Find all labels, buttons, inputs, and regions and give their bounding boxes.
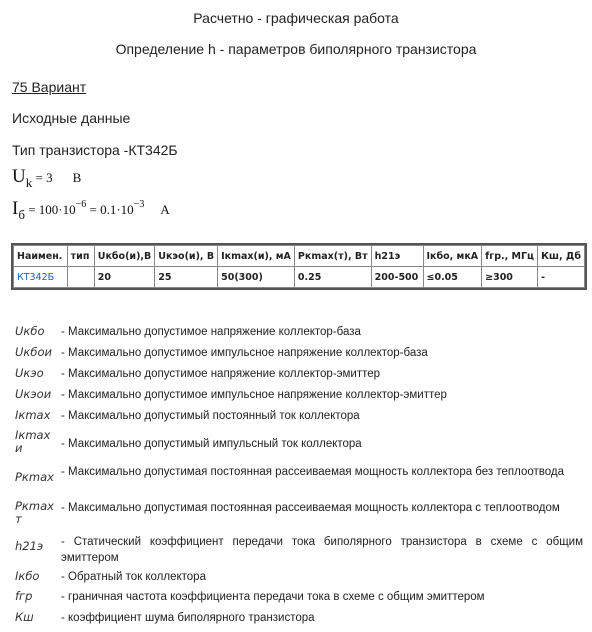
definition-symbol: Iкбо [15,569,40,583]
ib-value-a: = 100·10 [24,202,76,217]
header-cell: Кш, Дб [538,246,585,267]
definition-symbol: Uкэо [15,366,44,380]
definition-text: - Статический коэффициент передачи тока биполярного транзистора в схеме с общим эмиттером [61,536,583,564]
definition-text: - Обратный ток коллектора [61,571,206,583]
parameters-table [13,245,585,288]
definition-text: - Максимально допустимая постоянная рассеиваемая мощность коллектора с теплоотводом [61,502,560,514]
header-cell: fгр., МГц [482,246,538,267]
ib-value-b: = 0.1·10 [86,202,134,217]
definition-symbol: Uкэои [15,387,52,401]
definition-symbol: fгр [15,589,33,603]
ib-subscript: б [18,207,25,222]
uk-value: = 3 [32,170,53,185]
definition-text: - Максимально допустимый постоянный ток коллектора [61,410,360,422]
definition-text: - граничная частота коэффициента передачи тока в схеме с общим эмиттером [61,591,485,603]
ib-formula [12,198,170,220]
header-cell: Iкmax(и), мА [218,246,295,267]
table-cell: 0.25 [294,267,371,288]
definition-symbol: h21э [15,539,44,553]
definition-text: - Максимально допустимое импульсное напряжение коллектор-эмиттер [61,389,447,401]
header-cell: Uкбо(и),В [94,246,155,267]
initial-data-heading: Исходные данные [12,110,131,126]
ib-exponent-b: −3 [133,199,145,210]
definition-text: - Максимально допустимое импульсное напряжение коллектор-база [61,347,428,359]
ib-symbol: I [12,198,19,219]
page-title: Расчетно - графическая работа [193,10,399,26]
page-subtitle: Определение h - параметров биполярного транзистора [115,41,477,57]
table-header-row [14,246,585,267]
variant-heading: 75 Вариант [12,79,87,95]
header-cell: h21э [371,246,423,267]
definition-symbol: Uкбо [15,324,45,338]
uk-formula [12,166,81,188]
definition-symbol: Кш [15,610,34,624]
table-cell: - [538,267,585,288]
ib-unit: А [160,202,170,217]
transistor-name-link[interactable]: КТ342Б [14,267,68,288]
header-cell: Uкэо(и), В [155,246,218,267]
ib-exponent-a: −6 [75,199,87,210]
table-cell: 20 [94,267,155,288]
header-cell: тип [67,246,94,267]
definition-text: - Максимально допустимый импульсный ток коллектора [61,438,362,450]
definition-symbol: Iкmax [15,408,51,422]
uk-unit: В [72,170,82,185]
definition-text: - Максимально допустимое напряжение коллектор-эмиттер [61,368,381,380]
uk-subscript: k [25,175,33,190]
definition-symbol: Pкmax [15,470,54,484]
table-cell: ≤0.05 [423,267,482,288]
definition-symbol: Iкmax и [15,428,51,455]
header-cell: Наимен. [14,246,68,267]
table-cell: 50(300) [218,267,295,288]
table-cell: ≥300 [482,267,538,288]
table-cell [67,267,94,288]
definition-text: - Максимально допустимое напряжение коллектор-база [61,326,361,338]
uk-symbol: U [12,166,26,187]
definition-text: - коэффициент шума биполярного транзистора [61,612,315,624]
definition-text: - Максимально допустимая постоянная рассеиваемая мощность коллектора без теплоотвода [61,466,565,478]
table-cell: 200-500 [371,267,423,288]
definition-symbol: Uкбои [15,345,52,359]
table-cell: 25 [155,267,218,288]
header-cell: Pкmax(т), Вт [294,246,371,267]
table-row [14,267,585,288]
header-cell: Iкбо, мкА [423,246,482,267]
transistor-type: Тип транзистора -КТ342Б [12,142,178,158]
definition-symbol: Pкmax т [15,499,54,526]
